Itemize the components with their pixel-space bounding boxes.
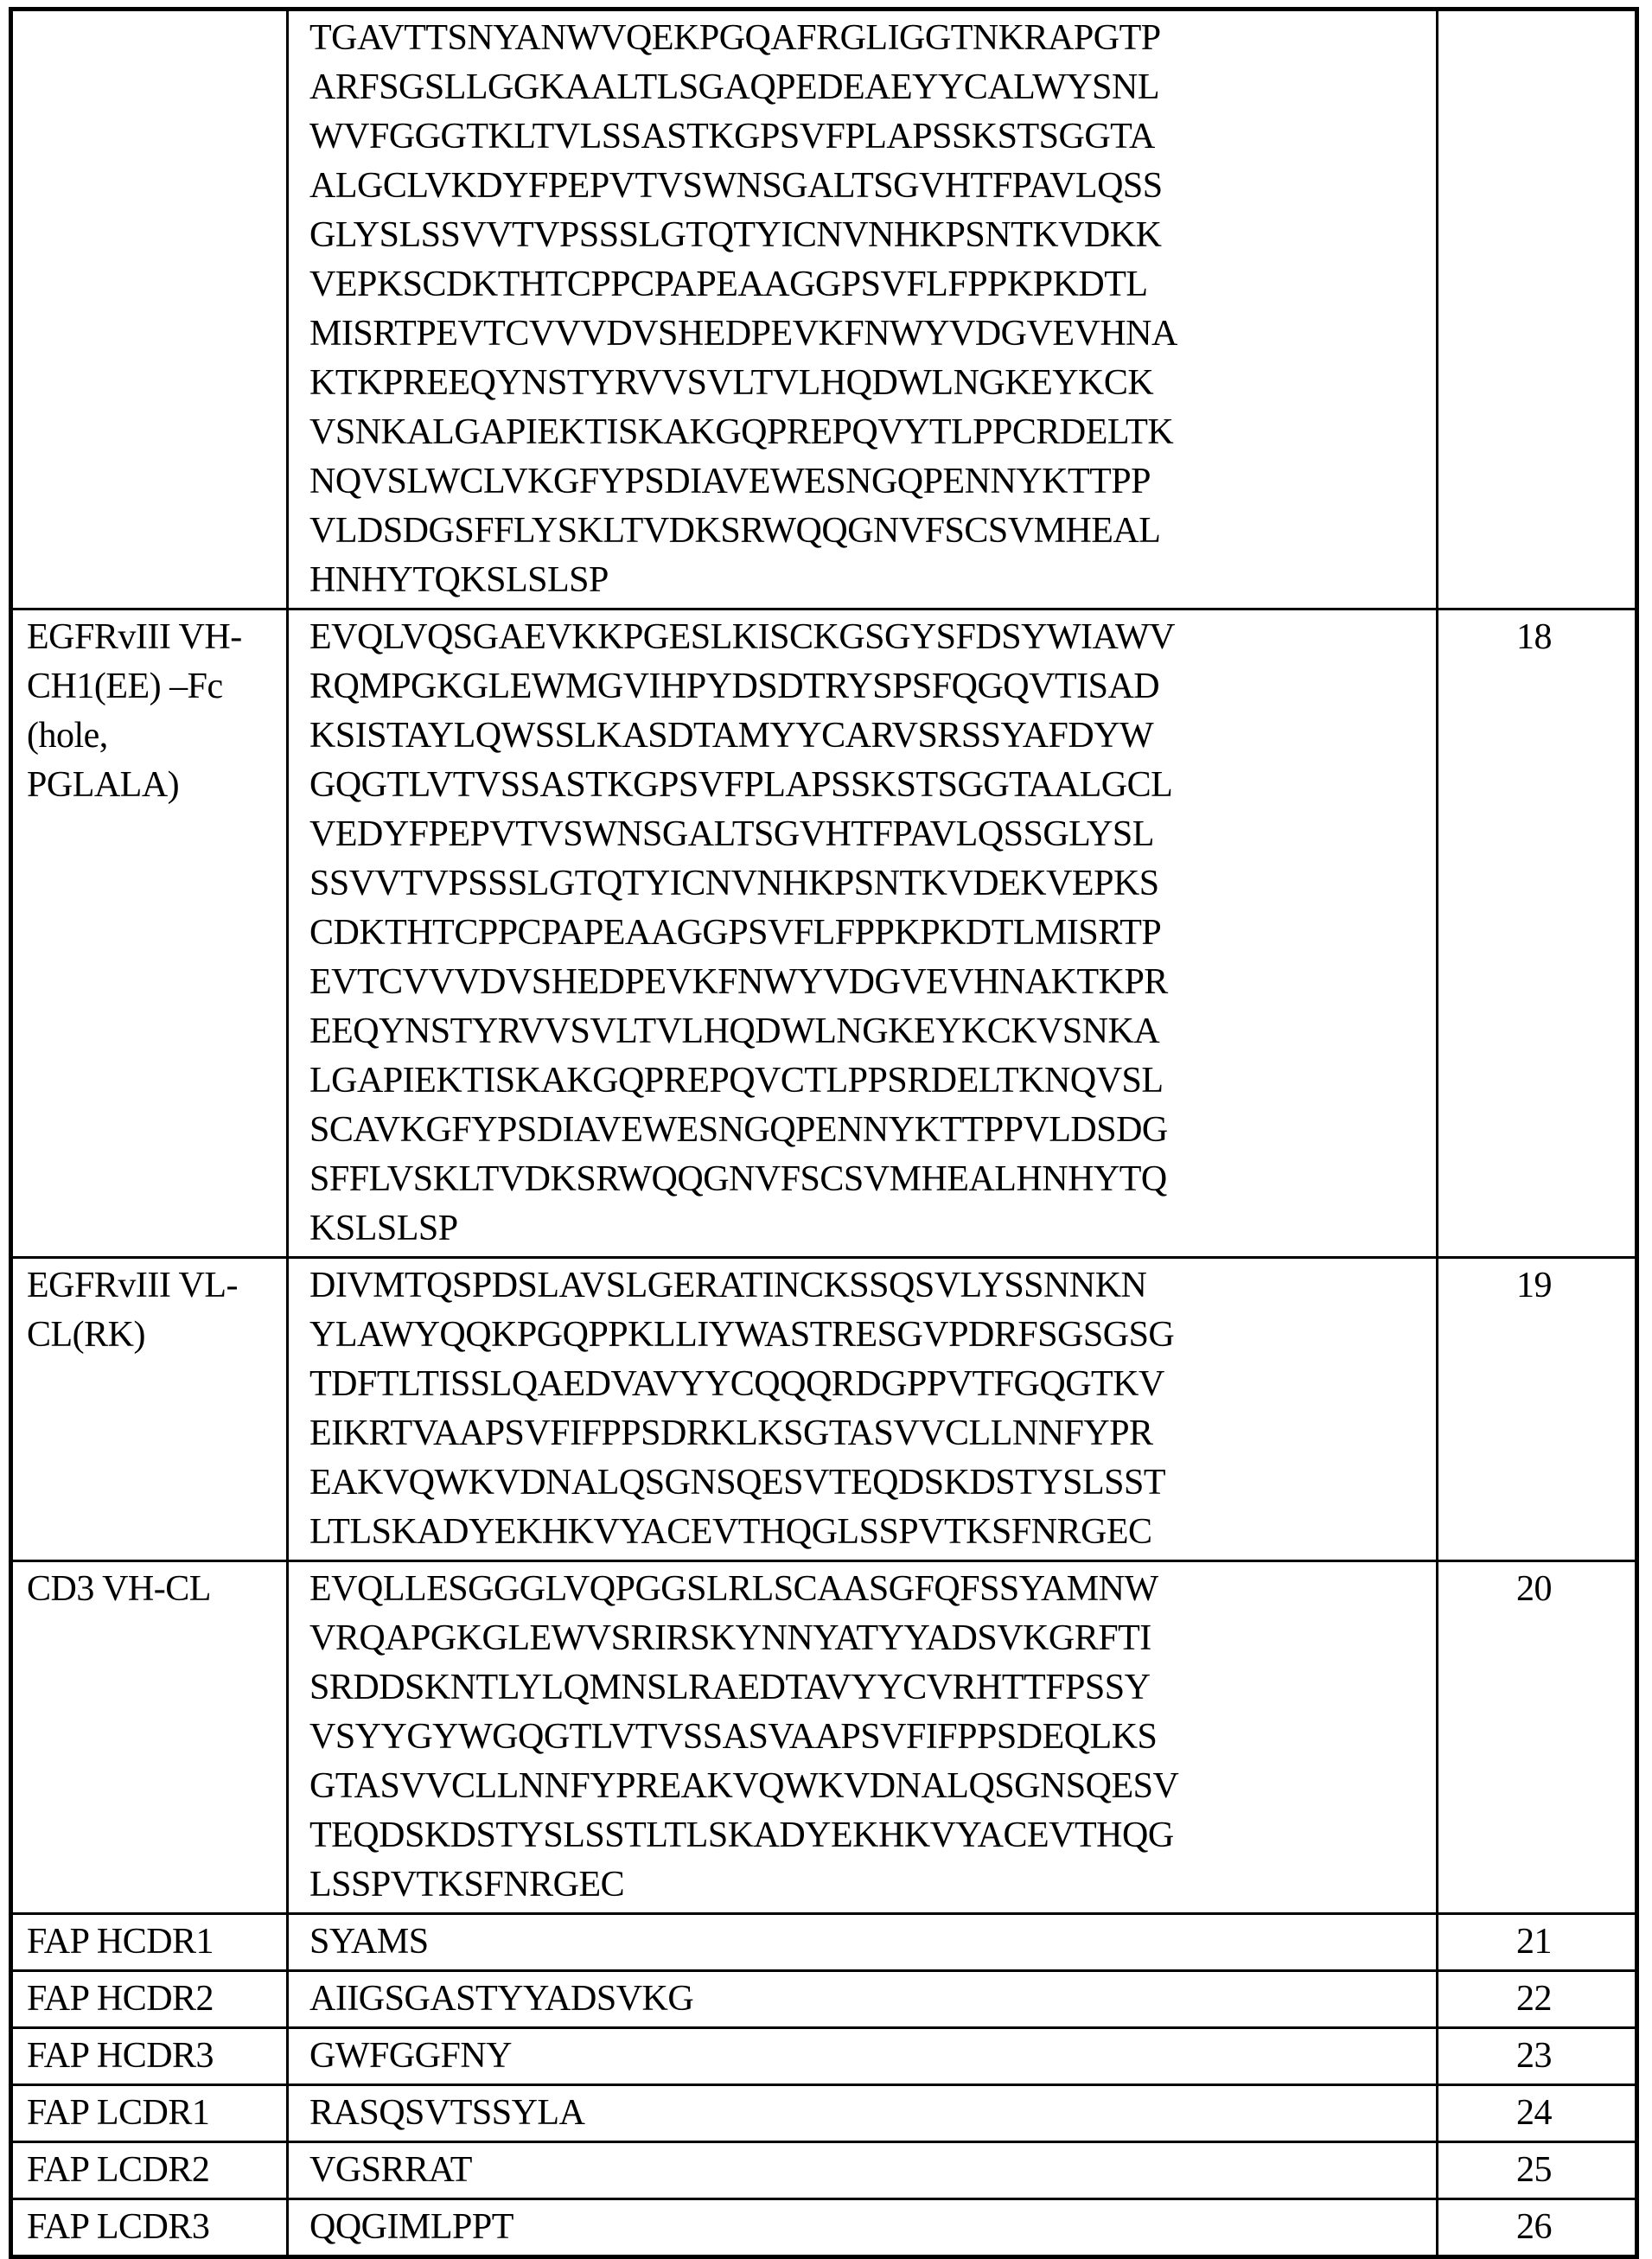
- table-row: [13, 1969, 1635, 2026]
- seq-id-value: 19: [1516, 1266, 1552, 1305]
- sequence-line: VRQAPGKGLEWVSRIRSKYNNYATYYADSVKGRFTI: [309, 1618, 1151, 1658]
- seq-id-cell: [1436, 2029, 1635, 2084]
- sequence-line: GLYSLSSVVTVPSSSLGTQTYICNVNHKPSNTKVDKK: [309, 215, 1162, 255]
- sequence-line: LGAPIEKTISKAKGQPREPQVCTLPPSRDELTKNQVSL: [309, 1061, 1164, 1101]
- sequence-cell: [286, 610, 1436, 1256]
- sequence-table: [9, 7, 1639, 2259]
- sequence-line: YLAWYQQKPGQPPKLLIYWASTRESGVPDRFSGSGSG: [309, 1315, 1175, 1355]
- sequence-cell: [286, 2143, 1436, 2198]
- construct-name-line: FAP HCDR3: [27, 2036, 214, 2076]
- construct-name-line: FAP LCDR3: [27, 2207, 210, 2247]
- table-row: [13, 1256, 1635, 1560]
- sequence-cell: [286, 2029, 1436, 2084]
- table-row: [13, 2198, 1635, 2255]
- construct-name-line: CD3 VH-CL: [27, 1569, 211, 1609]
- sequence-line: RQMPGKGLEWMGVIHPYDSDTRYSPSFQGQVTISAD: [309, 667, 1160, 706]
- seq-id-cell: [1436, 1259, 1635, 1560]
- sequence-cell: [286, 1259, 1436, 1560]
- sequence-line: KSISTAYLQWSSLKASDTAMYYCARVSRSSYAFDYW: [309, 716, 1154, 756]
- sequence-line: VEPKSCDKTHTCPPCPAPEAAGGPSVFLFPPKPKDTL: [309, 265, 1148, 304]
- seq-id-cell: [1436, 610, 1635, 1256]
- table-row: [13, 2026, 1635, 2084]
- construct-name-cell: [13, 2029, 286, 2084]
- sequence-line: EVTCVVVDVSHEDPEVKFNWYVDGVEVHNAKTKPR: [309, 962, 1168, 1002]
- construct-name-cell: [13, 1259, 286, 1560]
- sequence-line: SYAMS: [309, 1922, 429, 1962]
- sequence-line: TDFTLTISSLQAEDVAVYYCQQQRDGPPVTFGQGTKV: [309, 1364, 1164, 1404]
- sequence-cell: [286, 2086, 1436, 2141]
- sequence-line: DIVMTQSPDSLAVSLGERATINCKSSQSVLYSSNNKN: [309, 1266, 1147, 1305]
- construct-name-line: FAP LCDR1: [27, 2093, 210, 2133]
- sequence-cell: [286, 1972, 1436, 2026]
- sequence-line: QQGIMLPPT: [309, 2207, 513, 2247]
- sequence-line: EVQLLESGGGLVQPGGSLRLSCAASGFQFSSYAMNW: [309, 1569, 1158, 1609]
- construct-name-line: FAP HCDR2: [27, 1979, 214, 2019]
- sequence-line: AIIGSGASTYYADSVKG: [309, 1979, 694, 2019]
- sequence-line: WVFGGGTKLTVLSSASTKGPSVFPLAPSSKSTSGGTA: [309, 117, 1155, 156]
- sequence-line: VGSRRAT: [309, 2150, 472, 2190]
- seq-id-value: 20: [1516, 1569, 1552, 1609]
- seq-id-cell: [1436, 11, 1635, 608]
- table-row: [13, 11, 1635, 608]
- seq-id-value: 23: [1516, 2036, 1552, 2076]
- sequence-line: GQGTLVTVSSASTKGPSVFPLAPSSKSTSGGTAALGCL: [309, 765, 1173, 805]
- sequence-cell: [286, 11, 1436, 608]
- construct-name-line: PGLALA): [27, 765, 180, 805]
- construct-name-cell: [13, 2143, 286, 2198]
- seq-id-cell: [1436, 1915, 1635, 1969]
- sequence-line: EIKRTVAAPSVFIFPPSDRKLKSGTASVVCLLNNFYPR: [309, 1413, 1153, 1453]
- sequence-line: SSVVTVPSSSLGTQTYICNVNHKPSNTKVDEKVEPKS: [309, 864, 1159, 903]
- construct-name-cell: [13, 1915, 286, 1969]
- seq-id-value: 22: [1516, 1979, 1552, 2019]
- seq-id-cell: [1436, 2086, 1635, 2141]
- table-row: [13, 1912, 1635, 1969]
- table-row: [13, 608, 1635, 1256]
- construct-name-line: EGFRvIII VH-: [27, 617, 242, 657]
- sequence-line: LSSPVTKSFNRGEC: [309, 1865, 625, 1905]
- sequence-line: TEQDSKDSTYSLSSTLTLSKADYEKHKVYACEVTHQG: [309, 1815, 1174, 1855]
- sequence-line: KTKPREEQYNSTYRVVSVLTVLHQDWLNGKEYKCK: [309, 363, 1154, 403]
- sequence-cell: [286, 1562, 1436, 1912]
- seq-id-value: 18: [1516, 617, 1552, 657]
- sequence-line: CDKTHTCPPCPAPEAAGGPSVFLFPPKPKDTLMISRTP: [309, 913, 1162, 953]
- sequence-line: EVQLVQSGAEVKKPGESLKISCKGSGYSFDSYWIAWV: [309, 617, 1175, 657]
- construct-name-line: CL(RK): [27, 1315, 145, 1355]
- sequence-line: KSLSLSP: [309, 1209, 458, 1248]
- table-row: [13, 2084, 1635, 2141]
- construct-name-line: (hole,: [27, 716, 108, 756]
- sequence-line: HNHYTQKSLSLSP: [309, 560, 609, 600]
- sequence-line: ALGCLVKDYFPEPVTVSWNSGALTSGVHTFPAVLQSS: [309, 166, 1163, 206]
- construct-name-line: EGFRvIII VL-: [27, 1266, 239, 1305]
- sequence-line: RASQSVTSSYLA: [309, 2093, 585, 2133]
- sequence-line: GTASVVCLLNNFYPREAKVQWKVDNALQSGNSQESV: [309, 1766, 1179, 1806]
- sequence-line: SCAVKGFYPSDIAVEWESNGQPENNYKTTPPVLDSDG: [309, 1110, 1168, 1150]
- seq-id-cell: [1436, 1972, 1635, 2026]
- seq-id-value: 21: [1516, 1922, 1552, 1962]
- construct-name-line: FAP HCDR1: [27, 1922, 214, 1962]
- seq-id-cell: [1436, 1562, 1635, 1912]
- construct-name-cell: [13, 2200, 286, 2255]
- sequence-cell: [286, 2200, 1436, 2255]
- construct-name-cell: [13, 2086, 286, 2141]
- seq-id-value: 24: [1516, 2093, 1552, 2133]
- sequence-line: LTLSKADYEKHKVYACEVTHQGLSSPVTKSFNRGEC: [309, 1512, 1152, 1552]
- table-row: [13, 1560, 1635, 1912]
- construct-name-cell: [13, 610, 286, 1256]
- sequence-line: VSYYGYWGQGTLVTVSSASVAAPSVFIFPPSDEQLKS: [309, 1717, 1158, 1757]
- sequence-line: EAKVQWKVDNALQSGNSQESVTEQDSKDSTYSLSST: [309, 1463, 1166, 1503]
- construct-name-cell: [13, 1972, 286, 2026]
- sequence-line: ARFSGSLLGGKAALTLSGAQPEDEAEYYCALWYSNL: [309, 67, 1160, 107]
- sequence-line: VLDSDGSFFLYSKLTVDKSRWQQGNVFSCSVMHEAL: [309, 511, 1161, 551]
- table-row: [13, 2141, 1635, 2198]
- sequence-line: NQVSLWCLVKGFYPSDIAVEWESNGQPENNYKTTPP: [309, 462, 1151, 501]
- sequence-line: VEDYFPEPVTVSWNSGALTSGVHTFPAVLQSSGLYSL: [309, 814, 1154, 854]
- sequence-line: GWFGGFNY: [309, 2036, 513, 2076]
- construct-name-line: CH1(EE) –Fc: [27, 667, 223, 706]
- sequence-line: MISRTPEVTCVVVDVSHEDPEVKFNWYVDGVEVHNA: [309, 314, 1177, 354]
- construct-name-line: FAP LCDR2: [27, 2150, 210, 2190]
- seq-id-cell: [1436, 2200, 1635, 2255]
- sequence-line: TGAVTTSNYANWVQEKPGQAFRGLIGGTNKRAPGTP: [309, 18, 1161, 58]
- seq-id-value: 25: [1516, 2150, 1552, 2190]
- sequence-line: SRDDSKNTLYLQMNSLRAEDTAVYYCVRHTTFPSSY: [309, 1668, 1151, 1707]
- sequence-line: VSNKALGAPIEKTISKAKGQPREPQVYTLPPCRDELTK: [309, 412, 1174, 452]
- seq-id-value: 26: [1516, 2207, 1552, 2247]
- sequence-line: SFFLVSKLTVDKSRWQQGNVFSCSVMHEALHNHYTQ: [309, 1159, 1167, 1199]
- construct-name-cell: [13, 11, 286, 608]
- sequence-cell: [286, 1915, 1436, 1969]
- construct-name-cell: [13, 1562, 286, 1912]
- seq-id-cell: [1436, 2143, 1635, 2198]
- sequence-line: EEQYNSTYRVVSVLTVLHQDWLNGKEYKCKVSNKA: [309, 1011, 1160, 1051]
